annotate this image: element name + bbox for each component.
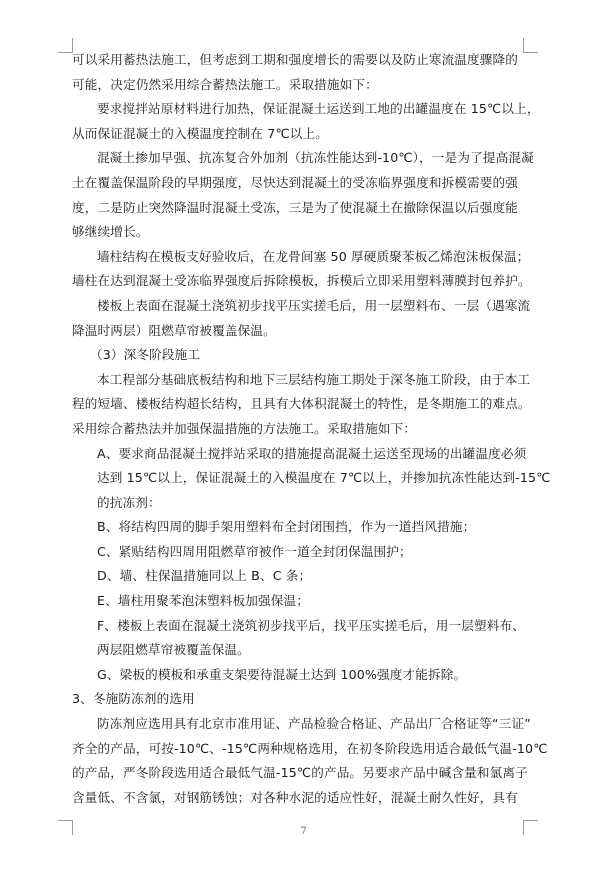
- text-line: 的产品，严冬阶段选用适合最低气温-15℃的产品。另要求产品中碱含量和氯离子: [72, 765, 528, 781]
- text-line: 墙柱在达到混凝土受冻临界强度后拆除模板，拆模后立即采用塑料薄膜封包养护。: [72, 273, 531, 289]
- text-line: 可以采用蓄热法施工，但考虑到工期和强度增长的需要以及防止寒流温度骤降的: [72, 52, 519, 67]
- list-item: E、墙柱用聚苯泡沫塑料板加强保温；: [97, 593, 310, 609]
- list-item: F、楼板上表面在混凝土浇筑初步找平后，找平压实搓毛后，用一层塑料布、: [97, 617, 525, 633]
- text-line: 齐全的产品，可按-10℃、-15℃两种规格选用，在初冬阶段选用适合最低气温-10℃: [72, 740, 548, 756]
- text-line: 从而保证混凝土的入模温度控制在 7℃以上。: [72, 125, 328, 141]
- list-item: A、要求商品混凝土搅拌站采取的措施提高混凝土运送至现场的出罐温度必须: [97, 445, 527, 461]
- section-heading: （3）深冬阶段施工: [90, 347, 201, 363]
- list-item: G、梁板的模板和承重支架要待混凝土达到 100%强度才能拆除。: [97, 666, 467, 682]
- text-line: 要求搅拌站原材料进行加热，保证混凝土运送到工地的出罐温度在 15℃以上，: [97, 101, 540, 117]
- crop-mark-top-left: [58, 38, 73, 53]
- text-line: 防冻剂应选用具有北京市准用证、产品检验合格证、产品出厂合格证等“三证”: [97, 716, 531, 732]
- document-body: [72, 48, 551, 810]
- list-item: D、墙、柱保温措施同以上 B、C 条；: [97, 568, 312, 584]
- text-line: 度，二是防止突然降温时混凝土受冻，三是为了使混凝土在撤除保温以后强度能: [72, 199, 519, 215]
- text-line: 采用综合蓄热法并加强保温措施的方法施工。采取措施如下：: [72, 420, 417, 436]
- text-line: 可能，决定仍然采用综合蓄热法施工。采取措施如下：: [72, 76, 378, 92]
- text-line: 墙柱结构在模板支好验收后，在龙骨间塞 50 厚硬质聚苯板乙烯泡沫板保温；: [97, 248, 530, 264]
- text-line: 混凝土掺加早强、抗冻复合外加剂（抗冻性能达到-10℃），一是为了提高混凝: [97, 150, 534, 166]
- text-line: 土在覆盖保温阶段的早期强度，尽快达到混凝土的受冻临界强度和拆模需要的强: [72, 174, 519, 190]
- text-line: 的抗冻剂：: [97, 494, 161, 510]
- text-line: 程的短墙、楼板结构超长结构，且具有大体积混凝土的特性，是冬期施工的难点。: [72, 396, 531, 412]
- text-line: 降温时两层）阻燃草帘被覆盖保温。: [72, 322, 276, 338]
- list-item: B、将结构四周的脚手架用塑料布全封闭围挡，作为一道挡风措施；: [97, 519, 476, 535]
- text-line: 够继续增长。: [72, 224, 149, 240]
- page-number: 7: [300, 826, 307, 837]
- list-item: C、紧贴结构四周用阻燃草帘被作一道全封闭保温围护；: [97, 543, 412, 559]
- text-line: 本工程部分基础底板结构和地下三层结构施工期处于深冬施工阶段，由于本工: [97, 371, 531, 387]
- section-heading: 3、冬施防冻剂的选用: [72, 691, 195, 707]
- text-line: 达到 15℃以上，保证混凝土的入模温度在 7℃以上，并掺加抗冻性能达到-15℃: [97, 470, 551, 486]
- text-line: 两层阻燃草帘被覆盖保温。: [97, 642, 250, 658]
- text-line: 含量低、不含氯，对钢筋锈蚀；对各种水泥的适应性好，混凝土耐久性好，具有: [72, 789, 519, 805]
- text-line: 楼板上表面在混凝土浇筑初步找平压实搓毛后，用一层塑料布、一层（遇寒流: [97, 297, 531, 313]
